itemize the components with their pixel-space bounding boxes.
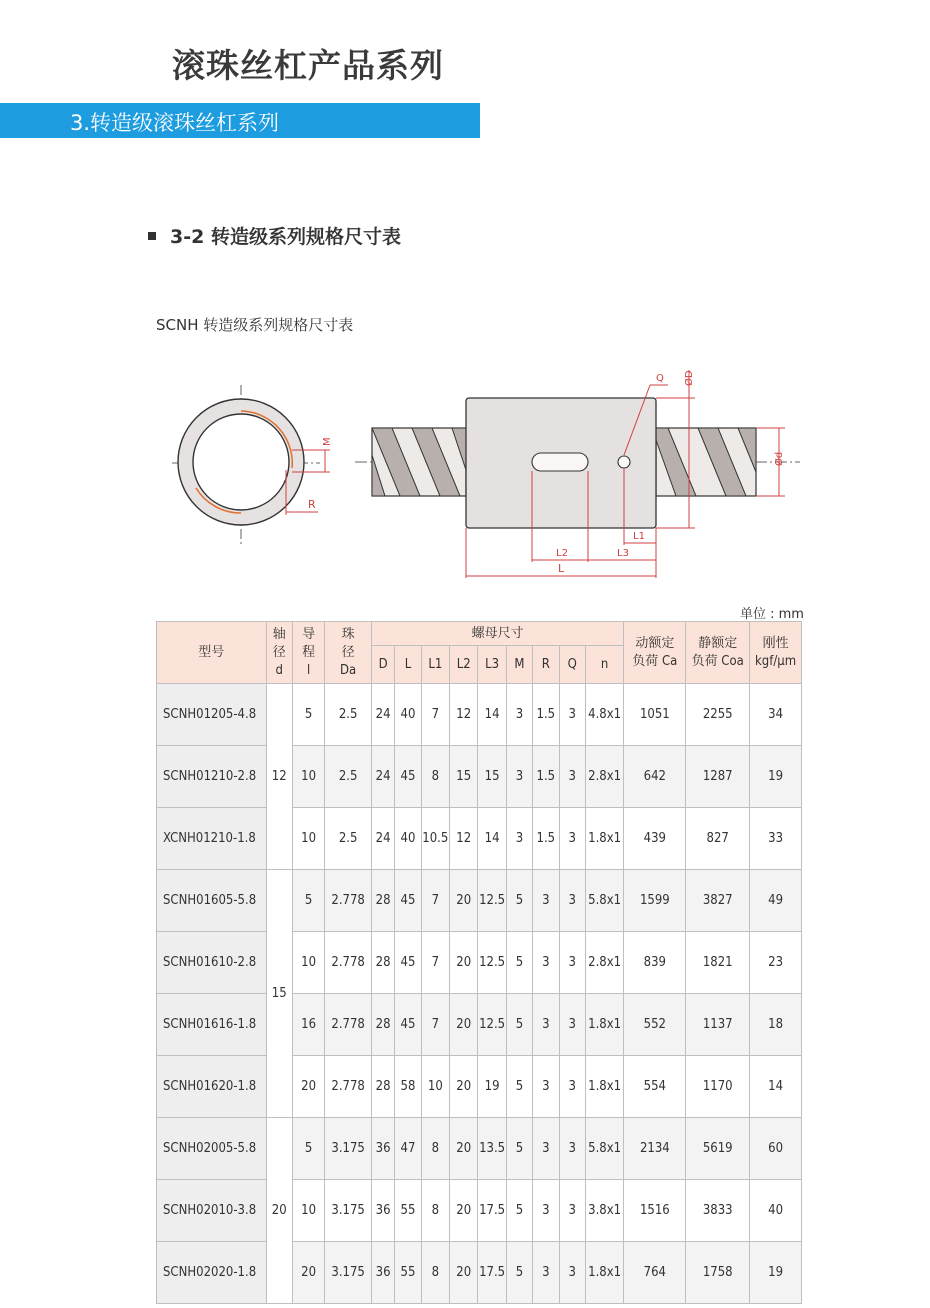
cell-q: 3 <box>559 1242 585 1304</box>
cell-coa: 1821 <box>686 932 750 994</box>
cell-r: 1.5 <box>533 808 559 870</box>
cell-lead: 10 <box>292 932 324 994</box>
cell-m: 3 <box>506 684 532 746</box>
cell-r: 3 <box>533 870 559 932</box>
cell-k: 19 <box>750 746 802 808</box>
cell-l: 55 <box>395 1180 421 1242</box>
cell-l3: 17.5 <box>478 1180 506 1242</box>
cell-l2: 12 <box>450 684 478 746</box>
cell-q: 3 <box>559 746 585 808</box>
table-header <box>157 622 802 684</box>
header-static-line-1: 静额定 <box>698 635 738 651</box>
cell-q: 3 <box>559 1180 585 1242</box>
cell-coa: 1287 <box>686 746 750 808</box>
cell-l: 47 <box>395 1118 421 1180</box>
cell-l3: 15 <box>478 746 506 808</box>
cell-ca: 1051 <box>624 684 686 746</box>
cell-coa: 3827 <box>686 870 750 932</box>
cell-k: 23 <box>750 932 802 994</box>
cell-model: SCNH01210-2.8 <box>157 746 267 808</box>
cell-ca: 1516 <box>624 1180 686 1242</box>
header-dynamic-line-1: 动额定 <box>635 635 675 651</box>
cell-r: 3 <box>533 1242 559 1304</box>
cell-n: 1.8x1 <box>585 1242 624 1304</box>
header-model: 型号 <box>157 622 267 684</box>
table-row <box>157 994 802 1056</box>
cell-q: 3 <box>559 994 585 1056</box>
cell-l2: 12 <box>450 808 478 870</box>
cell-l: 40 <box>395 684 421 746</box>
cell-coa: 1170 <box>686 1056 750 1118</box>
cell-lead: 5 <box>292 684 324 746</box>
table-row <box>157 1180 802 1242</box>
cell-l: 45 <box>395 870 421 932</box>
cell-m: 5 <box>506 1118 532 1180</box>
cell-l3: 19 <box>478 1056 506 1118</box>
cell-l3: 17.5 <box>478 1242 506 1304</box>
cell-l2: 20 <box>450 1180 478 1242</box>
cell-l2: 20 <box>450 994 478 1056</box>
cell-ca: 439 <box>624 808 686 870</box>
cell-da: 2.5 <box>325 746 372 808</box>
header-rigidity-line-2: kgf/μm <box>755 653 797 669</box>
header-ball-char-3: Da <box>340 662 357 678</box>
cell-l3: 12.5 <box>478 870 506 932</box>
cell-k: 49 <box>750 870 802 932</box>
table-row <box>157 684 802 746</box>
dim-label-r: R <box>308 498 316 511</box>
cell-l: 45 <box>395 994 421 1056</box>
cell-l: 45 <box>395 746 421 808</box>
cell-da: 3.175 <box>325 1242 372 1304</box>
section-heading-label: 3-2 转造级系列规格尺寸表 <box>170 226 401 248</box>
cell-q: 3 <box>559 870 585 932</box>
cell-n: 1.8x1 <box>585 994 624 1056</box>
header-ball-char-1: 珠 <box>341 626 355 642</box>
cell-l1: 10.5 <box>421 808 449 870</box>
cell-m: 5 <box>506 1180 532 1242</box>
cell-shaft-diameter: 15 <box>266 870 292 1118</box>
cell-lead: 20 <box>292 1056 324 1118</box>
cell-lead: 20 <box>292 1242 324 1304</box>
dim-label-m: M <box>322 437 333 446</box>
header-col-L1: L1 <box>421 646 449 684</box>
cell-l2: 20 <box>450 870 478 932</box>
cell-k: 33 <box>750 808 802 870</box>
cell-lead: 5 <box>292 1118 324 1180</box>
nut-side-view <box>355 370 800 578</box>
cell-l1: 7 <box>421 994 449 1056</box>
cell-k: 14 <box>750 1056 802 1118</box>
dim-label-q: Q <box>656 373 664 384</box>
header-dynamic-line-2: 负荷 Ca <box>632 653 678 669</box>
cell-l3: 12.5 <box>478 994 506 1056</box>
dim-label-l: L <box>558 562 565 575</box>
cell-lead: 5 <box>292 870 324 932</box>
cell-model: SCNH02020-1.8 <box>157 1242 267 1304</box>
cell-l1: 8 <box>421 1242 449 1304</box>
dim-label-l3: L3 <box>617 548 629 559</box>
dim-label-l2: L2 <box>556 548 568 559</box>
header-ball-char-2: 径 <box>341 644 355 660</box>
cell-n: 1.8x1 <box>585 808 624 870</box>
cell-d: 36 <box>371 1118 394 1180</box>
cell-d: 24 <box>371 746 394 808</box>
table-row <box>157 1118 802 1180</box>
cell-r: 1.5 <box>533 684 559 746</box>
header-dynamic-load <box>624 622 686 684</box>
cell-da: 3.175 <box>325 1118 372 1180</box>
header-lead <box>292 622 324 684</box>
table-row <box>157 1242 802 1304</box>
cell-l1: 8 <box>421 1118 449 1180</box>
table-row <box>157 870 802 932</box>
cell-da: 2.778 <box>325 994 372 1056</box>
cell-k: 19 <box>750 1242 802 1304</box>
cell-lead: 10 <box>292 1180 324 1242</box>
cell-coa: 3833 <box>686 1180 750 1242</box>
dim-label-d: Ød <box>774 451 785 466</box>
cell-l3: 14 <box>478 808 506 870</box>
cell-ca: 1599 <box>624 870 686 932</box>
cell-l2: 15 <box>450 746 478 808</box>
cell-l1: 10 <box>421 1056 449 1118</box>
header-rigidity-line-1: 刚性 <box>762 635 789 651</box>
cell-d: 28 <box>371 994 394 1056</box>
unit-label: 单位 : mm <box>740 607 804 622</box>
cell-l1: 8 <box>421 746 449 808</box>
cell-l1: 7 <box>421 684 449 746</box>
cell-lead: 16 <box>292 994 324 1056</box>
cell-da: 2.778 <box>325 870 372 932</box>
cell-d: 28 <box>371 932 394 994</box>
cell-l2: 20 <box>450 1118 478 1180</box>
cell-shaft-diameter: 20 <box>266 1118 292 1304</box>
cell-d: 36 <box>371 1180 394 1242</box>
header-rigidity <box>750 622 802 684</box>
cell-n: 2.8x1 <box>585 746 624 808</box>
cell-d: 28 <box>371 1056 394 1118</box>
table-row <box>157 932 802 994</box>
cell-m: 5 <box>506 870 532 932</box>
cell-q: 3 <box>559 1056 585 1118</box>
cell-q: 3 <box>559 1118 585 1180</box>
cell-ca: 642 <box>624 746 686 808</box>
cell-r: 1.5 <box>533 746 559 808</box>
header-col-L2: L2 <box>450 646 478 684</box>
cell-q: 3 <box>559 684 585 746</box>
cell-n: 2.8x1 <box>585 932 624 994</box>
cell-n: 5.8x1 <box>585 870 624 932</box>
cell-r: 3 <box>533 1056 559 1118</box>
cell-m: 5 <box>506 932 532 994</box>
cell-m: 5 <box>506 1242 532 1304</box>
cell-l1: 7 <box>421 870 449 932</box>
header-shaft-char-1: 轴 <box>272 626 286 642</box>
cell-da: 2.778 <box>325 932 372 994</box>
cell-lead: 10 <box>292 746 324 808</box>
header-col-L3: L3 <box>478 646 506 684</box>
nut-end-view <box>172 385 333 545</box>
header-col-R: R <box>533 646 559 684</box>
cell-model: SCNH02005-5.8 <box>157 1118 267 1180</box>
cell-m: 5 <box>506 1056 532 1118</box>
series-banner-label: 3.转造级滚珠丝杠系列 <box>70 111 280 135</box>
square-bullet-icon <box>148 232 156 240</box>
cell-coa: 1758 <box>686 1242 750 1304</box>
cell-n: 5.8x1 <box>585 1118 624 1180</box>
header-col-Q: Q <box>559 646 585 684</box>
cell-l3: 14 <box>478 684 506 746</box>
header-col-L: L <box>395 646 421 684</box>
cell-coa: 827 <box>686 808 750 870</box>
cell-l: 40 <box>395 808 421 870</box>
cell-l: 55 <box>395 1242 421 1304</box>
cell-l1: 7 <box>421 932 449 994</box>
cell-r: 3 <box>533 1180 559 1242</box>
cell-l2: 20 <box>450 1242 478 1304</box>
table-row <box>157 746 802 808</box>
cell-model: SCNH01605-5.8 <box>157 870 267 932</box>
cell-q: 3 <box>559 808 585 870</box>
header-nut-dimensions: 螺母尺寸 <box>371 622 623 646</box>
cell-m: 3 <box>506 746 532 808</box>
cell-model: SCNH01205-4.8 <box>157 684 267 746</box>
table-caption: SCNH 转造级系列规格尺寸表 <box>156 316 354 334</box>
cell-coa: 2255 <box>686 684 750 746</box>
header-ball-dia <box>325 622 372 684</box>
cell-n: 1.8x1 <box>585 1056 624 1118</box>
cell-ca: 552 <box>624 994 686 1056</box>
header-col-D: D <box>371 646 394 684</box>
dim-label-od: ØD <box>684 370 695 386</box>
cell-l3: 12.5 <box>478 932 506 994</box>
cell-k: 34 <box>750 684 802 746</box>
cell-ca: 839 <box>624 932 686 994</box>
dim-label-l1: L1 <box>633 531 645 542</box>
header-lead-char-3: l <box>306 662 311 678</box>
header-lead-char-2: 程 <box>302 644 316 660</box>
cell-d: 24 <box>371 684 394 746</box>
cell-d: 36 <box>371 1242 394 1304</box>
cell-model: XCNH01210-1.8 <box>157 808 267 870</box>
cell-model: SCNH01616-1.8 <box>157 994 267 1056</box>
cell-model: SCNH01620-1.8 <box>157 1056 267 1118</box>
cell-d: 28 <box>371 870 394 932</box>
cell-ca: 554 <box>624 1056 686 1118</box>
cell-l1: 8 <box>421 1180 449 1242</box>
header-shaft-dia <box>266 622 292 684</box>
cell-m: 3 <box>506 808 532 870</box>
cell-l: 45 <box>395 932 421 994</box>
cell-l: 58 <box>395 1056 421 1118</box>
table-row <box>157 808 802 870</box>
cell-da: 3.175 <box>325 1180 372 1242</box>
table-row <box>157 1056 802 1118</box>
cell-model: SCNH02010-3.8 <box>157 1180 267 1242</box>
cell-k: 18 <box>750 994 802 1056</box>
table-body <box>157 684 802 1304</box>
cell-da: 2.5 <box>325 684 372 746</box>
cell-d: 24 <box>371 808 394 870</box>
cell-lead: 10 <box>292 808 324 870</box>
cell-n: 3.8x1 <box>585 1180 624 1242</box>
page-title: 滚珠丝杠产品系列 <box>172 46 444 85</box>
section-heading <box>148 222 401 249</box>
header-static-line-2: 负荷 Coa <box>691 653 744 669</box>
ballscrew-dimension-drawing <box>160 362 810 584</box>
header-shaft-char-2: 径 <box>272 644 286 660</box>
cell-q: 3 <box>559 932 585 994</box>
cell-da: 2.778 <box>325 1056 372 1118</box>
cell-coa: 5619 <box>686 1118 750 1180</box>
cell-da: 2.5 <box>325 808 372 870</box>
cell-k: 60 <box>750 1118 802 1180</box>
cell-r: 3 <box>533 994 559 1056</box>
cell-k: 40 <box>750 1180 802 1242</box>
cell-model: SCNH01610-2.8 <box>157 932 267 994</box>
cell-n: 4.8x1 <box>585 684 624 746</box>
series-banner <box>0 103 480 138</box>
header-col-n: n <box>585 646 624 684</box>
cell-r: 3 <box>533 932 559 994</box>
cell-l2: 20 <box>450 932 478 994</box>
spec-table <box>156 621 802 1304</box>
cell-shaft-diameter: 12 <box>266 684 292 870</box>
cell-ca: 764 <box>624 1242 686 1304</box>
header-col-M: M <box>506 646 532 684</box>
cell-l2: 20 <box>450 1056 478 1118</box>
cell-l3: 13.5 <box>478 1118 506 1180</box>
cell-ca: 2134 <box>624 1118 686 1180</box>
header-lead-char-1: 导 <box>302 626 316 642</box>
header-static-load <box>686 622 750 684</box>
cell-coa: 1137 <box>686 994 750 1056</box>
cell-m: 5 <box>506 994 532 1056</box>
cell-r: 3 <box>533 1118 559 1180</box>
header-shaft-char-3: d <box>275 662 283 678</box>
